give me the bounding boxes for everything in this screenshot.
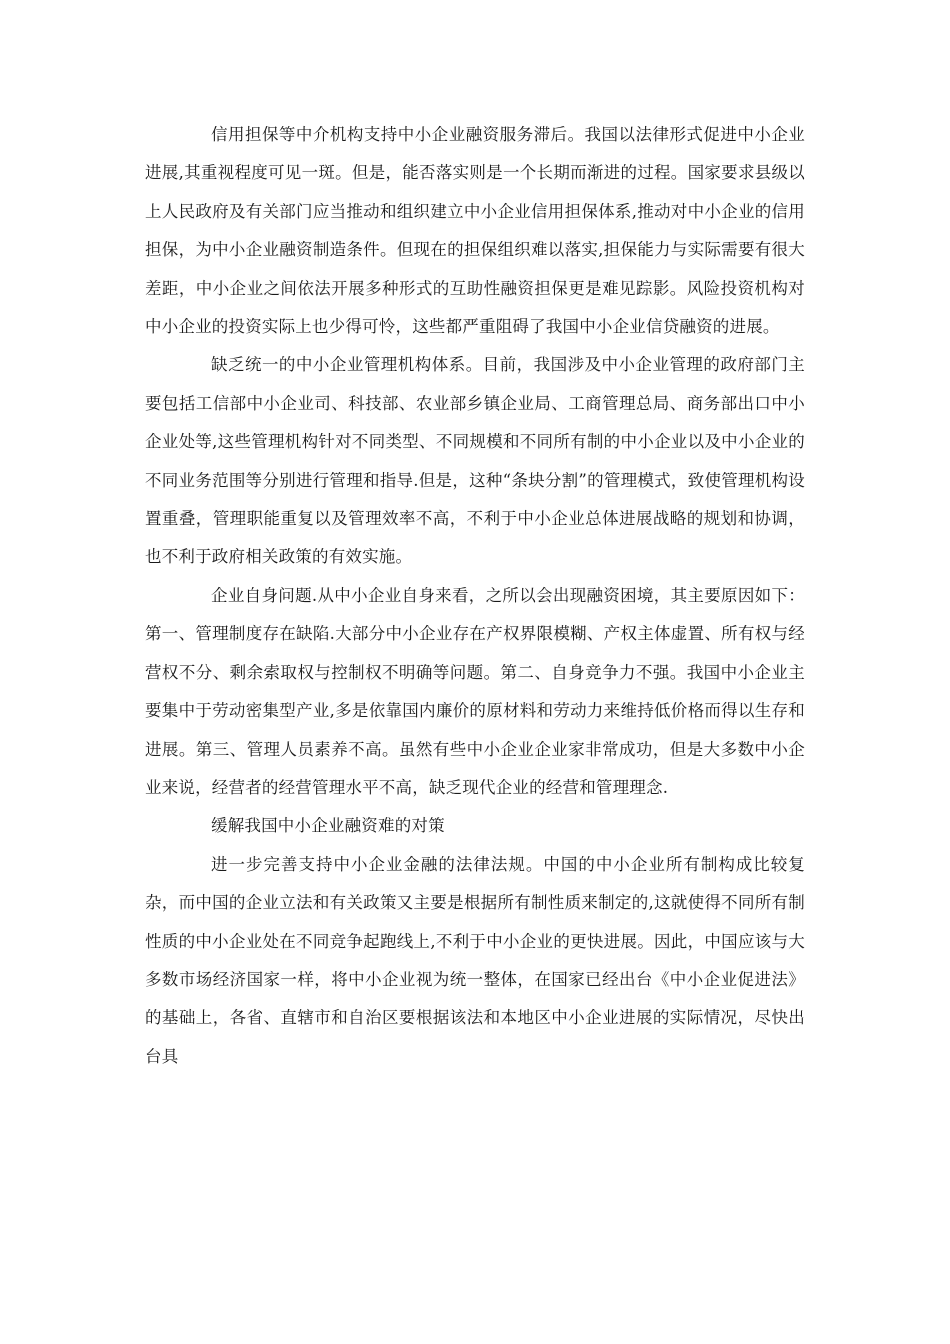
section-heading: 缓解我国中小企业融资难的对策 xyxy=(211,816,445,836)
paragraph-management-system: 缺乏统一的中小企业管理机构体系。目前，我国涉及中小企业管理的政府部门主要包括工信部中小企业司、科技部、农业部乡镇企业局、工商管理总局、商务部出口中小企业处等,这些管理机构针对不同类型、不同规模和不同所有制的中小企业以及中小企业的不同业务范围等分别进行管理和指导.但是，这种“条块分割”的管理模式，致使管理机构设置重叠，管理职能重复以及管理效率不高，不利于中小企业总体进展战略的规划和协调，也不利于政府相关政策的有效实施。 xyxy=(145,355,805,567)
paragraph-legal-framework: 进一步完善支持中小企业金融的法律法规。中国的中小企业所有制构成比较复杂，而中国的企业立法和有关政策又主要是根据所有制性质来制定的,这就使得不同所有制性质的中小企业处在不同竞争起跑线上,不利于中小企业的更快进展。因此，中国应该与大多数市场经济国家一样，将中小企业视为统一整体，在国家已经出台《中小企业促进法》的基础上，各省、直辖市和自治区要根据该法和本地区中小企业进展的实际情况，尽快出台具 xyxy=(145,854,805,1066)
document-body xyxy=(145,116,805,1076)
paragraph-credit-guarantee: 信用担保等中介机构支持中小企业融资服务滞后。我国以法律形式促进中小企业进展,其重视程度可见一斑。但是，能否落实则是一个长期而渐进的过程。国家要求县级以上人民政府及有关部门应当推动和组织建立中小企业信用担保体系,推动对中小企业的信用担保，为中小企业融资制造条件。但现在的担保组织难以落实,担保能力与实际需要有很大差距，中小企业之间依法开展多种形式的互助性融资担保更是难见踪影。风险投资机构对中小企业的投资实际上也少得可怜，这些都严重阻碍了我国中小企业信贷融资的进展。 xyxy=(145,125,805,337)
paragraph-enterprise-issues: 企业自身问题.从中小企业自身来看，之所以会出现融资困境，其主要原因如下：第一、管理制度存在缺陷.大部分中小企业存在产权界限模糊、产权主体虚置、所有权与经营权不分、剩余索取权与控制权不明确等问题。第二、自身竞争力不强。我国中小企业主要集中于劳动密集型产业,多是依靠国内廉价的原材料和劳动力来维持低价格而得以生存和进展。第三、管理人员素养不高。虽然有些中小企业企业家非常成功，但是大多数中小企业来说，经营者的经营管理水平不高，缺乏现代企业的经营和管理理念. xyxy=(145,585,805,797)
